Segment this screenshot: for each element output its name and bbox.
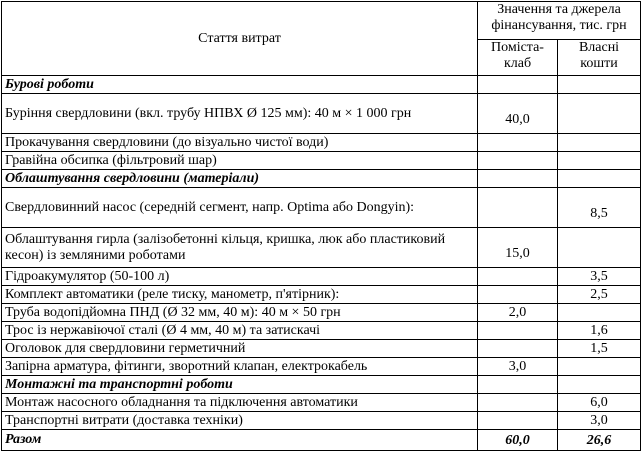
own-value: 1,5 — [558, 340, 641, 358]
section-title: Бурові роботи — [2, 76, 478, 94]
header-row — [2, 2, 641, 40]
own-value: 3,5 — [558, 268, 641, 286]
club-value — [478, 286, 558, 304]
item-cell: Запірна арматура, фітинги, зворотний клапан, електрокабель — [2, 358, 478, 376]
club-value: 3,0 — [478, 358, 558, 376]
club-value — [478, 188, 558, 228]
own-value — [558, 304, 641, 322]
item-cell: Оголовок для свердловини герметичний — [2, 340, 478, 358]
table-row — [2, 340, 641, 358]
item-cell: Облаштування гирла (залізобетонні кільця, кришка, люк або пластиковий кесон) із земляними роботами — [2, 228, 478, 268]
table-row — [2, 134, 641, 152]
club-value — [478, 268, 558, 286]
item-cell: Гравійна обсипка (фільтровий шар) — [2, 152, 478, 170]
table-row — [2, 188, 641, 228]
table-row — [2, 268, 641, 286]
table-row — [2, 394, 641, 412]
item-cell: Трос із нержавіючої сталі (Ø 4 мм, 40 м) та затискачі — [2, 322, 478, 340]
table-row — [2, 94, 641, 134]
own-value — [558, 134, 641, 152]
item-cell: Комплект автоматики (реле тиску, манометр, п'ятірник): — [2, 286, 478, 304]
club-value — [478, 340, 558, 358]
section-title: Облаштування свердловини (матеріали) — [2, 170, 478, 188]
item-cell: Свердловинний насос (середній сегмент, напр. Optima або Dongyin): — [2, 188, 478, 228]
own-value: 3,0 — [558, 412, 641, 430]
total-row — [2, 430, 641, 451]
own-value: 6,0 — [558, 394, 641, 412]
item-cell: Транспортні витрати (доставка техніки) — [2, 412, 478, 430]
section-title: Монтажні та транспортні роботи — [2, 376, 478, 394]
own-value — [558, 152, 641, 170]
header-club-column: Поміста-клаб — [478, 40, 558, 76]
club-value: 15,0 — [478, 228, 558, 268]
table-row — [2, 304, 641, 322]
total-label: Разом — [2, 430, 478, 451]
header-funding-group: Значення та джерела фінансування, тис. грн — [478, 2, 641, 40]
item-cell: Монтаж насосного обладнання та підключення автоматики — [2, 394, 478, 412]
own-value — [558, 228, 641, 268]
club-value — [478, 322, 558, 340]
item-cell: Буріння свердловини (вкл. трубу НПВХ Ø 125 мм): 40 м × 1 000 грн — [2, 94, 478, 134]
club-value — [478, 412, 558, 430]
table-row — [2, 152, 641, 170]
section-row — [2, 76, 641, 94]
club-value: 2,0 — [478, 304, 558, 322]
table-row — [2, 322, 641, 340]
section-row — [2, 376, 641, 394]
budget-table — [1, 1, 641, 451]
table-row — [2, 228, 641, 268]
club-value — [478, 152, 558, 170]
header-item-column: Стаття витрат — [2, 2, 478, 76]
total-own-value: 26,6 — [558, 430, 641, 451]
own-value — [558, 94, 641, 134]
total-club-value: 60,0 — [478, 430, 558, 451]
table-row — [2, 358, 641, 376]
own-value: 1,6 — [558, 322, 641, 340]
section-row — [2, 170, 641, 188]
table-row — [2, 412, 641, 430]
club-value — [478, 134, 558, 152]
table-row — [2, 286, 641, 304]
club-value — [478, 394, 558, 412]
own-value: 8,5 — [558, 188, 641, 228]
club-value: 40,0 — [478, 94, 558, 134]
item-cell: Гідроакумулятор (50-100 л) — [2, 268, 478, 286]
header-own-column: Власні кошти — [558, 40, 641, 76]
own-value: 2,5 — [558, 286, 641, 304]
item-cell: Прокачування свердловини (до візуально чистої води) — [2, 134, 478, 152]
own-value — [558, 358, 641, 376]
item-cell: Труба водопідйомна ПНД (Ø 32 мм, 40 м): 40 м × 50 грн — [2, 304, 478, 322]
